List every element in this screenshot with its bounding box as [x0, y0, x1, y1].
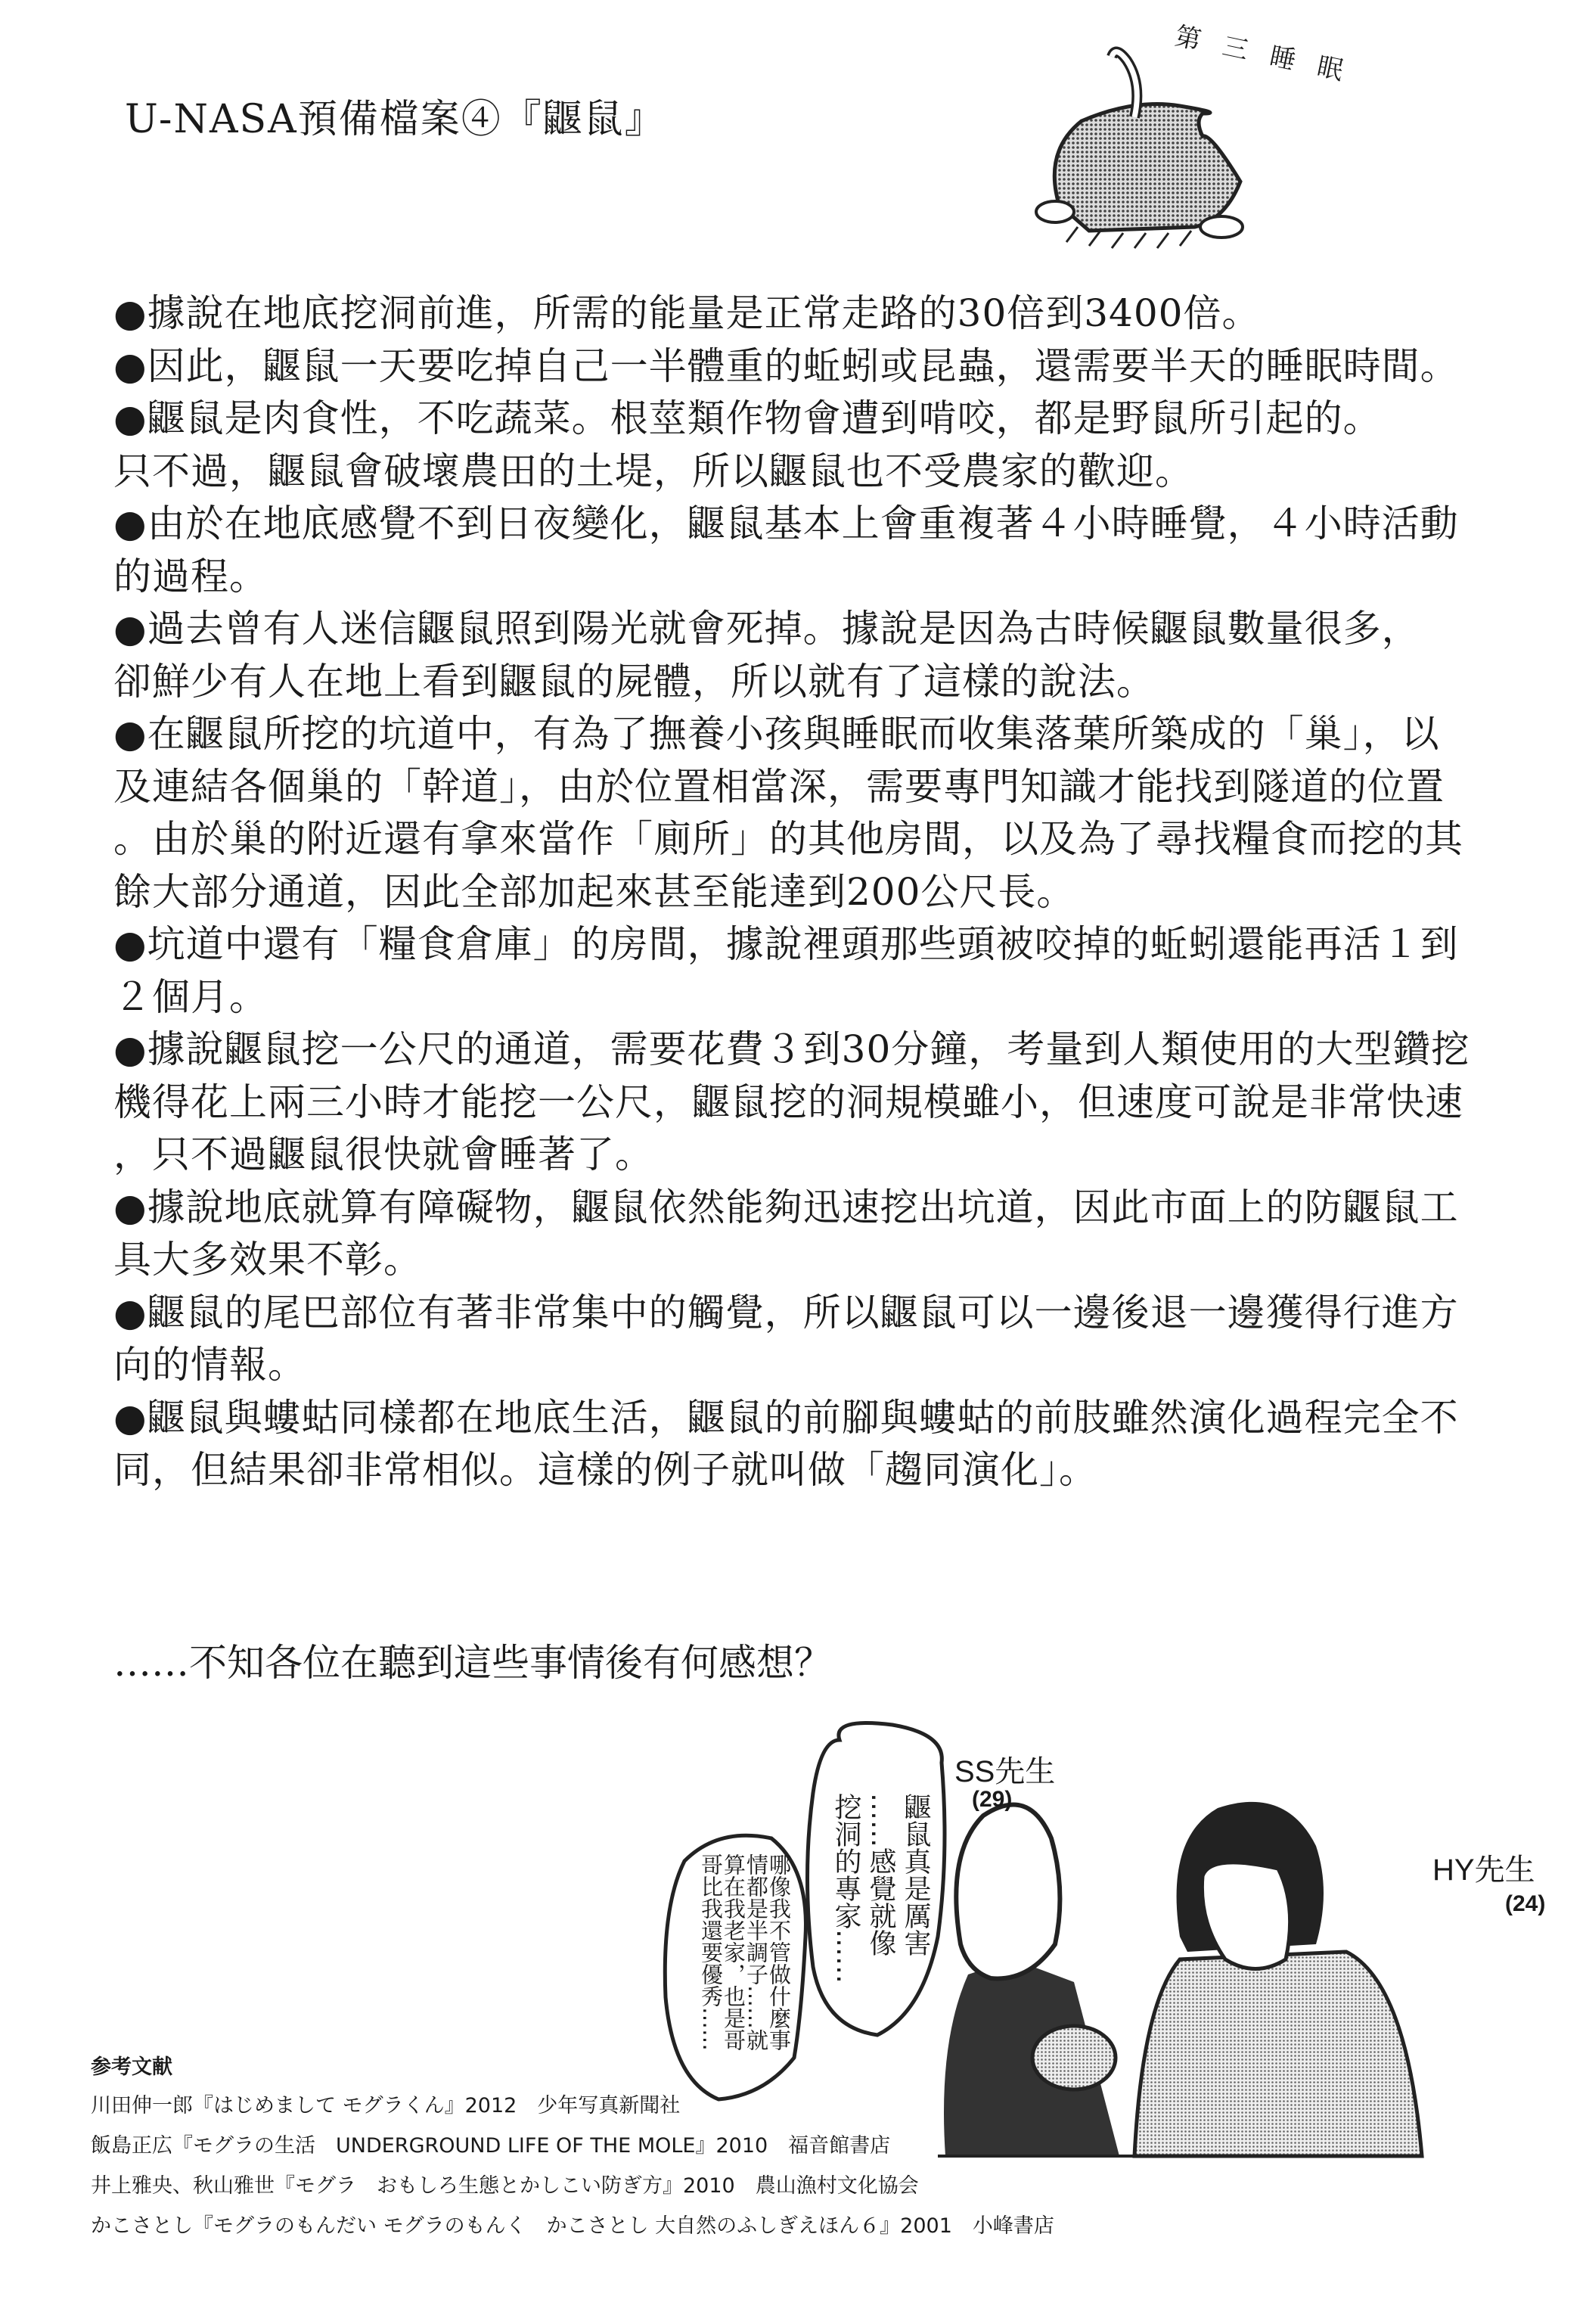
- speech-bubble-2-text: 哪像我不管做什麼事 情都是半調子……就 算在我老家，也是哥 哥比我還要優秀……: [698, 1853, 792, 2051]
- body-line: 餘大部分通道，因此全部加起來甚至能達到200公尺長。: [113, 869, 1075, 914]
- body-line: ●由於在地底感覺不到日夜變化，鼴鼠基本上會重複著４小時睡覺，４小時活動: [113, 502, 1459, 545]
- body-line: 。由於巢的附近還有拿來當作「廁所」的其他房間，以及為了尋找糧食而挖的其: [113, 817, 1463, 861]
- speech-bubble-1-text: 鼴鼠真是厲害 ……感覺就像 挖洞的專家……: [830, 1793, 931, 1984]
- body-line: 卻鮮少有人在地上看到鼴鼠的屍體，所以就有了這樣的說法。: [113, 659, 1155, 704]
- body-line: ●據說地底就算有障礙物，鼴鼠依然能夠迅速挖出坑道，因此市面上的防鼴鼠工: [113, 1185, 1459, 1229]
- body-line: 向的情報。: [113, 1343, 306, 1387]
- body-line: ●過去曾有人迷信鼴鼠照到陽光就會死掉。據說是因為古時候鼴鼠數量很多，: [113, 607, 1420, 651]
- hy-name-label: HY先生: [1432, 1853, 1535, 1887]
- ss-name-label: SS先生: [954, 1755, 1056, 1788]
- body-line: 機得花上兩三小時才能挖一公尺，鼴鼠挖的洞規模雖小，但速度可說是非常快速: [113, 1080, 1463, 1124]
- reference-item: 井上雅央、秋山雅世『モグラ おもしろ生態とかしこい防ぎ方』2010 農山漁村文化協会: [91, 2174, 919, 2198]
- ss-age-label: (29): [972, 1787, 1013, 1812]
- references-heading: 参考文献: [91, 2055, 172, 2079]
- body-line: ，只不過鼴鼠很快就會睡著了。: [113, 1132, 653, 1176]
- body-line: ●坑道中還有「糧食倉庫」的房間，據說裡頭那些頭被咬掉的蚯蚓還能再活１到: [113, 922, 1459, 966]
- body-line: ●鼴鼠是肉食性，不吃蔬菜。根莖類作物會遭到啃咬，都是野鼠所引起的。: [113, 396, 1382, 440]
- body-line: ●在鼴鼠所挖的坑道中，有為了撫養小孩與睡眠而收集落葉所築成的「巢」，以: [113, 712, 1440, 756]
- body-line: 只不過，鼴鼠會破壞農田的土堤，所以鼴鼠也不受農家的歡迎。: [113, 449, 1193, 493]
- body-text: [113, 287, 1470, 1497]
- reference-item: かこさとし『モグラのもんだい モグラのもんく かこさとし 大自然のふしぎえほん６』2001 小峰書店: [91, 2214, 1054, 2238]
- closing-question: ……不知各位在聽到這些事情後有何感想？: [113, 1641, 832, 1685]
- body-line: ●因此，鼴鼠一天要吃掉自己一半體重的蚯蚓或昆蟲，還需要半天的睡眠時間。: [113, 343, 1459, 388]
- corner-caption: 第三睡眠: [1172, 20, 1368, 92]
- mole-drawing: [1036, 52, 1243, 248]
- hy-age-label: (24): [1505, 1891, 1546, 1916]
- hy-character-drawing: [1134, 1802, 1422, 2156]
- reference-item: 川田伸一郎『はじめまして モグラくん』2012 少年写真新聞社: [91, 2094, 681, 2117]
- body-line: ●據說在地底挖洞前進，所需的能量是正常走路的30倍到3400倍。: [113, 291, 1261, 335]
- body-line: 具大多效果不彰。: [113, 1238, 422, 1282]
- body-line: ●據說鼴鼠挖一公尺的通道，需要花費３到30分鐘，考量到人類使用的大型鑽挖: [113, 1027, 1470, 1071]
- body-line: 的過程。: [113, 554, 268, 598]
- body-line: ●鼴鼠的尾巴部位有著非常集中的觸覺，所以鼴鼠可以一邊後退一邊獲得行進方: [113, 1290, 1459, 1334]
- body-line: 同，但結果卻非常相似。這樣的例子就叫做「趨同演化」。: [113, 1448, 1097, 1492]
- body-line: ●鼴鼠與螻蛄同樣都在地底生活，鼴鼠的前腳與螻蛄的前肢雖然演化過程完全不: [113, 1395, 1459, 1440]
- page-title: U-NASA預備檔案④『鼴鼠』: [125, 97, 666, 142]
- references: [91, 2050, 1054, 2255]
- body-line: ２個月。: [113, 974, 268, 1019]
- body-line: 及連結各個巢的「幹道」，由於位置相當深，需要專門知識才能找到隧道的位置: [113, 764, 1445, 809]
- reference-item: 飯島正広『モグラの生活 UNDERGROUND LIFE OF THE MOLE』2010 福音館書店: [91, 2134, 891, 2158]
